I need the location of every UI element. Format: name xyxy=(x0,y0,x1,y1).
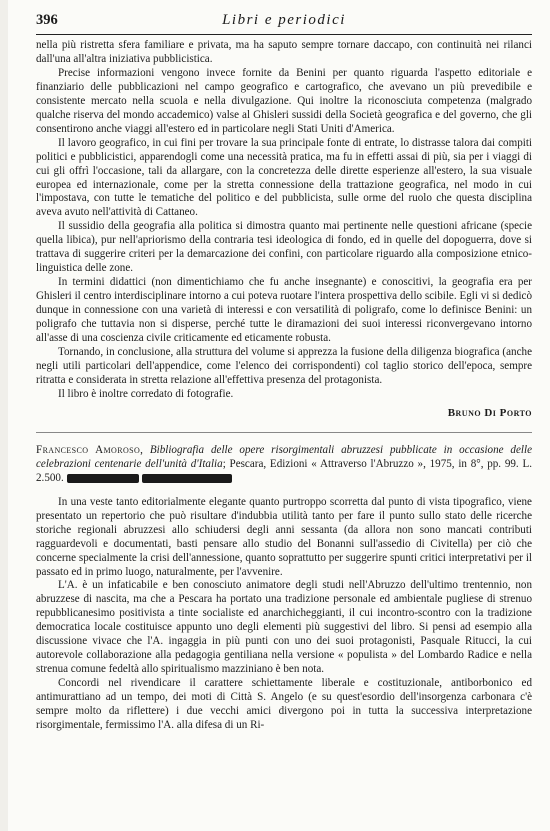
running-header xyxy=(36,12,532,32)
redaction-mark xyxy=(142,474,232,483)
page-number: 396 xyxy=(36,12,58,28)
paragraph: L'A. è un infaticabile e ben conosciuto animatore degli studi nell'Abruzzo dell'ultimo trentennio, non abruzzese di nascita, ma che a Pescara ha portato una tradizione personale ed ambientale pugliese di strenuo repubblicanesimo positivista a tinte socialiste ed anarchicheggianti, il cui incontro-scontro con la tradizione democratica locale costituisce appunto uno degli elementi più suggestivi del libro. Si pensi ad esempio alla discussione vivace che l'A. ingaggia in più punti con uno dei suoi protagonisti, Pasquale Ritucci, la cui autorevole collaborazione alla pedagogia gentiliana nella versione « populista » del Lombardo Radice e nella strenua comune fedeltà allo spiritualismo mazziniano è ben nota. xyxy=(36,579,532,676)
paragraph: In termini didattici (non dimentichiamo che fu anche insegnante) e conoscitivi, la geografia era per Ghisleri il centro interdisciplinare intorno a cui poteva ruotare l'intera prospettiva dello scibile. Egli vi si dedicò dunque in connessione con una varietà di interessi e con versatilità di poligrafo, come lo definisce Benini: un poligrafo che tuttavia non si disperse, perché tutte le diramazioni dei suoi interessi riconvergevano intorno all'asse di una coscienza civile criticamente ed eticamente robusta. xyxy=(36,276,532,345)
paragraph: In una veste tanto editorialmente elegante quanto purtroppo scorretta dal punto di vista tipografico, viene presentato un repertorio che può risultare d'indubbia utilità tanto per fare il punto sullo stato delle ricerche storiche regionali abruzzesi allo schiudersi degli anni sessanta (da allora non sono mancati contributi ragguardevoli e documentati, basti pensare allo studio del Bonanni sull'assedio di Civitella) per ciò che concerne specialmente la crisi dell'annessione, quanto soprattutto per suggerire spunti critici interpretativi per il passato ed in primo luogo, naturalmente, per l'avvenire. xyxy=(36,495,532,578)
paragraph: Il sussidio della geografia alla politica si dimostra quanto mai pertinente nelle questioni africane (specie quella libica), pur nell'apriorismo della contraria tesi ideologica di fondo, ed in quelle del dopoguerra, dove si trattava di suggerire criteri per la demarcazione dei confini, con particolare riguardo alla composizione etnico-linguistica delle zone. xyxy=(36,220,532,275)
page-gutter xyxy=(0,0,8,831)
paragraph: Il lavoro geografico, in cui fini per trovare la sua principale fonte di entrate, lo distrasse talora dai compiti politici e pubblicistici, apparendogli come una necessità pratica, ma fu in effetti assai di più, sia per i viaggi di cui gli offrì l'occasione, tali da allargare, con la concretezza delle dirette esperienze all'estero, la sua visuale europea ed internazionale, come per la stretta connessione della trattazione geografica, nel modo in cui l'impostava, con tutte le tematiche del politico e del pubblicista, sulle orme del ruolo che questa disciplina aveva avuto nell'attività di Cattaneo. xyxy=(36,136,532,219)
paragraph: nella più ristretta sfera familiare e privata, ma ha saputo sempre tornare daccapo, con continuità nei rilanci dall'una all'altra iniziativa pubblicistica. xyxy=(36,39,532,65)
bibliographic-entry: Francesco Amoroso, Bibliografia delle opere risorgimentali abruzzesi pubblicate in occasione delle celebrazioni centenarie dell'unità d'Italia; Pescara, Edizioni « Attraverso l'Abruzzo », 1975, in 8°, pp. 99. L. 2.500. xyxy=(36,443,532,484)
book-author: Francesco Amoroso xyxy=(36,443,141,456)
review-amoroso xyxy=(36,443,532,733)
paragraph: Precise informazioni vengono invece fornite da Benini per quanto riguarda l'aspetto editoriale e finanziario delle pubblicazioni nel campo geografico e cartografico, che avevano un più prevedibile e consistente mercato nella scuola e nella divulgazione. Qui inoltre la riconosciuta competenza (malgrado qualche riserva del mondo accademico) valse al Ghisleri sussidi della Società geografica e del governo, che gli consentirono anche viaggi all'estero ed in particolare negli Stati Uniti d'America. xyxy=(36,66,532,135)
book-publication: ; Pescara, Edizioni « Attraverso l'Abruzzo », 1975, in 8°, pp. 99. L. 2.500. xyxy=(36,457,532,484)
redaction-mark xyxy=(67,474,139,483)
reviewer-signature: Bruno Di Porto xyxy=(447,406,532,419)
page-body xyxy=(36,39,532,733)
review-ghisleri xyxy=(36,39,532,421)
paragraph: Concordi nel rivendicare il carattere schiettamente liberale e costituzionale, antiborbonico ed antimurattiano ad un tempo, dei moti di Città S. Angelo (e su quest'esordio dell'insorgenza carbonara c'è sempre molto da riflettere) i due vecchi amici divergono poi in tutta la successiva interpretazione risorgimentale, fermissimo l'A. alla difesa di un Ri- xyxy=(36,677,532,731)
running-title: Libri e periodici xyxy=(222,12,346,28)
book-title: Bibliografia delle opere risorgimentali abruzzesi pubblicate in occasione delle celebrazioni centenarie dell'unità d'Italia xyxy=(36,443,532,470)
paragraph: Il libro è inoltre corredato di fotografie. xyxy=(58,387,234,400)
paragraph: Tornando, in conclusione, alla struttura del volume si apprezza la fusione della diligenza biografica (anche negli utili particolari dell'appendice, come l'elenco dei corrispondenti) col taglio storico dell'epoca, sempre ritratta e considerata in stretta relazione all'effettiva presenza del protagonista. xyxy=(36,345,532,386)
header-rule xyxy=(36,34,532,35)
section-divider xyxy=(36,432,532,433)
